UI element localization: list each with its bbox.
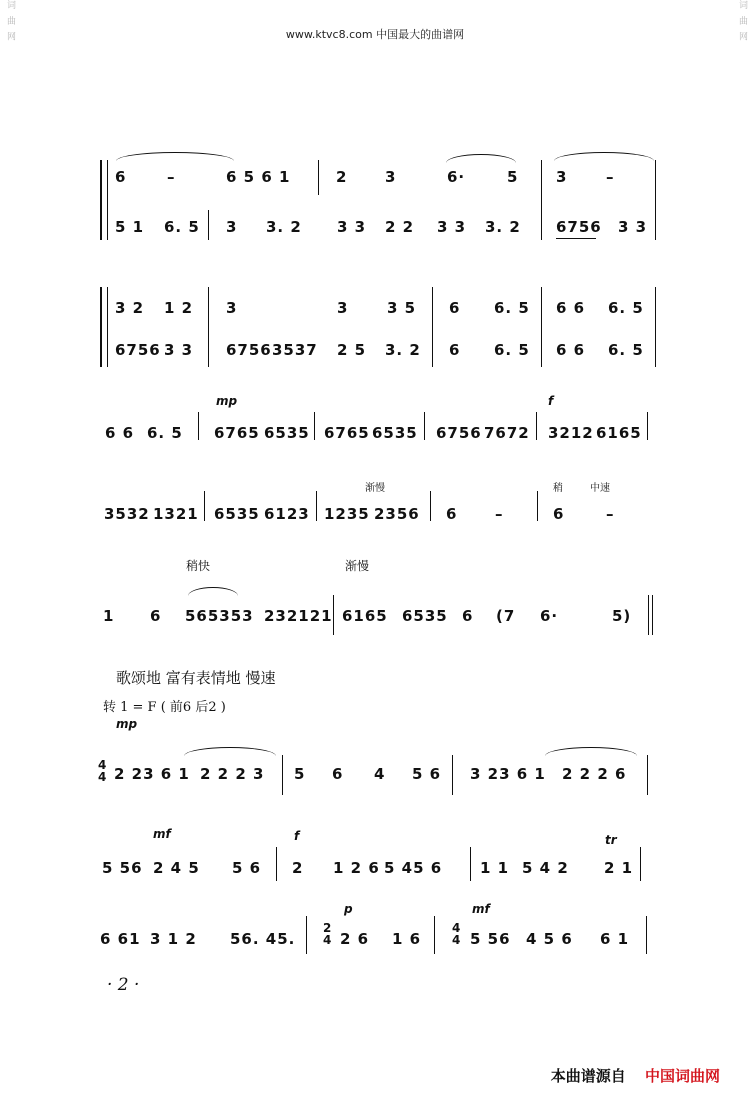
note: 2	[292, 859, 304, 877]
note: 6	[332, 765, 344, 783]
key-signature: 转 1 = F ( 前6 后2 )	[103, 700, 226, 715]
note: 3. 2	[485, 218, 521, 236]
note: 6535	[214, 505, 260, 523]
note: 6. 5	[608, 299, 644, 317]
score-system-2	[0, 285, 750, 380]
note: 6756	[556, 218, 602, 236]
watermark-left: 词 曲 网	[5, 0, 15, 43]
note: 3537	[272, 341, 318, 359]
note: 3 3	[164, 341, 194, 359]
page-header: www.ktvc8.com 中国最大的曲谱网	[285, 28, 465, 41]
score-row-4	[0, 475, 750, 535]
note: 6 6	[556, 299, 586, 317]
note: 1235	[324, 505, 370, 523]
score-row-7	[0, 715, 750, 805]
dynamic-mark: mf	[472, 902, 490, 916]
note: 3 3	[437, 218, 467, 236]
note: 3	[226, 299, 238, 317]
note: 3 2	[115, 299, 145, 317]
dynamic-mark: f	[294, 829, 300, 843]
tempo-label: 稍快	[186, 559, 211, 573]
note: 5 4 2	[522, 859, 569, 877]
note: 6. 5	[164, 218, 200, 236]
note: 6165	[596, 424, 642, 442]
score-row-9	[0, 900, 750, 970]
tempo-mark: 渐慢	[365, 483, 385, 494]
time-signature: 4 4	[98, 758, 108, 784]
note: 3212	[548, 424, 594, 442]
note: 1	[103, 607, 115, 625]
page-number: · 2 ·	[107, 975, 140, 995]
note: 6 1	[600, 930, 630, 948]
note: 6535	[402, 607, 448, 625]
note: 5 6	[412, 765, 442, 783]
note: 5 6	[232, 859, 262, 877]
note: 5 56	[470, 930, 511, 948]
note: 6	[115, 168, 127, 186]
tempo-mark: 稍	[553, 483, 563, 494]
note: 2 23 6 1	[114, 765, 190, 783]
note: 1 2 6	[333, 859, 380, 877]
note: 3 5	[387, 299, 417, 317]
time-signature: 4 4	[452, 921, 462, 947]
note: –	[606, 505, 615, 523]
note: 2 2 2 3	[200, 765, 265, 783]
note: 1 2	[164, 299, 194, 317]
note: 2356	[374, 505, 420, 523]
trill-mark: tr	[605, 833, 617, 847]
note: 5	[507, 168, 519, 186]
note: 6756	[436, 424, 482, 442]
note: 2 1	[604, 859, 634, 877]
tempo-mark: 中速	[590, 483, 610, 494]
note: 6	[449, 341, 461, 359]
note: –	[167, 168, 176, 186]
note: (7	[496, 607, 516, 625]
note: –	[606, 168, 615, 186]
note: 6123	[264, 505, 310, 523]
note: 6756	[226, 341, 272, 359]
note: 232121	[264, 607, 333, 625]
note: 6	[446, 505, 458, 523]
note: 2 6	[340, 930, 370, 948]
note: 6. 5	[494, 299, 530, 317]
note: 6·	[540, 607, 559, 625]
score-row-5	[0, 555, 750, 640]
note: 6 5 6 1	[226, 168, 291, 186]
dynamic-mark: mp	[116, 717, 138, 731]
note: 3532	[104, 505, 150, 523]
note: 3	[337, 299, 349, 317]
note: 6	[462, 607, 474, 625]
note: 3 3	[337, 218, 367, 236]
score-system-1	[0, 150, 750, 250]
score-row-3	[0, 390, 750, 450]
note: –	[495, 505, 504, 523]
note: 3. 2	[385, 341, 421, 359]
note: 5 45 6	[384, 859, 443, 877]
note: 565353	[185, 607, 254, 625]
note: 6756	[115, 341, 161, 359]
note: 2 2	[385, 218, 415, 236]
note: 6	[150, 607, 162, 625]
note: 3 23 6 1	[470, 765, 546, 783]
expression-text: 歌颂地 富有表情地 慢速	[116, 669, 276, 687]
note: 56. 45.	[230, 930, 296, 948]
note: 3 1 2	[150, 930, 197, 948]
site-name: 中国词曲网	[644, 1067, 720, 1085]
dynamic-mark: f	[548, 394, 554, 408]
note: 1321	[153, 505, 199, 523]
note: 5 56	[102, 859, 143, 877]
tempo-label: 渐慢	[345, 559, 370, 573]
note: 4 5 6	[526, 930, 573, 948]
note: 3	[556, 168, 568, 186]
note: 1 1	[480, 859, 510, 877]
dynamic-mark: mf	[153, 827, 171, 841]
note: 6765	[214, 424, 260, 442]
note: 3	[226, 218, 238, 236]
note: 3 3	[618, 218, 648, 236]
note: 5	[294, 765, 306, 783]
note: 2 2 2 6	[562, 765, 627, 783]
note: 6 61	[100, 930, 141, 948]
note: 6535	[264, 424, 310, 442]
source-footer	[551, 1065, 720, 1086]
note: 6·	[447, 168, 466, 186]
note: 3. 2	[266, 218, 302, 236]
note: 2	[336, 168, 348, 186]
note: 6165	[342, 607, 388, 625]
note: 6535	[372, 424, 418, 442]
source-label: 本曲谱源自	[550, 1067, 626, 1085]
note: 6. 5	[608, 341, 644, 359]
note: 3	[385, 168, 397, 186]
note: 6 6	[105, 424, 135, 442]
note: 6. 5	[494, 341, 530, 359]
note: 2 5	[337, 341, 367, 359]
note: 6	[449, 299, 461, 317]
watermark-right: 词 曲 网	[737, 0, 747, 43]
note: 4	[374, 765, 386, 783]
note: 6. 5	[147, 424, 183, 442]
note: 6765	[324, 424, 370, 442]
note: 6	[553, 505, 565, 523]
dynamic-mark: p	[344, 902, 353, 916]
note: 1 6	[392, 930, 422, 948]
time-signature: 2 4	[323, 921, 333, 947]
note: 5)	[612, 607, 632, 625]
note: 2 4 5	[153, 859, 200, 877]
note: 5 1	[115, 218, 145, 236]
note: 7672	[484, 424, 530, 442]
note: 6 6	[556, 341, 586, 359]
score-row-8	[0, 825, 750, 890]
dynamic-mark: mp	[216, 394, 238, 408]
